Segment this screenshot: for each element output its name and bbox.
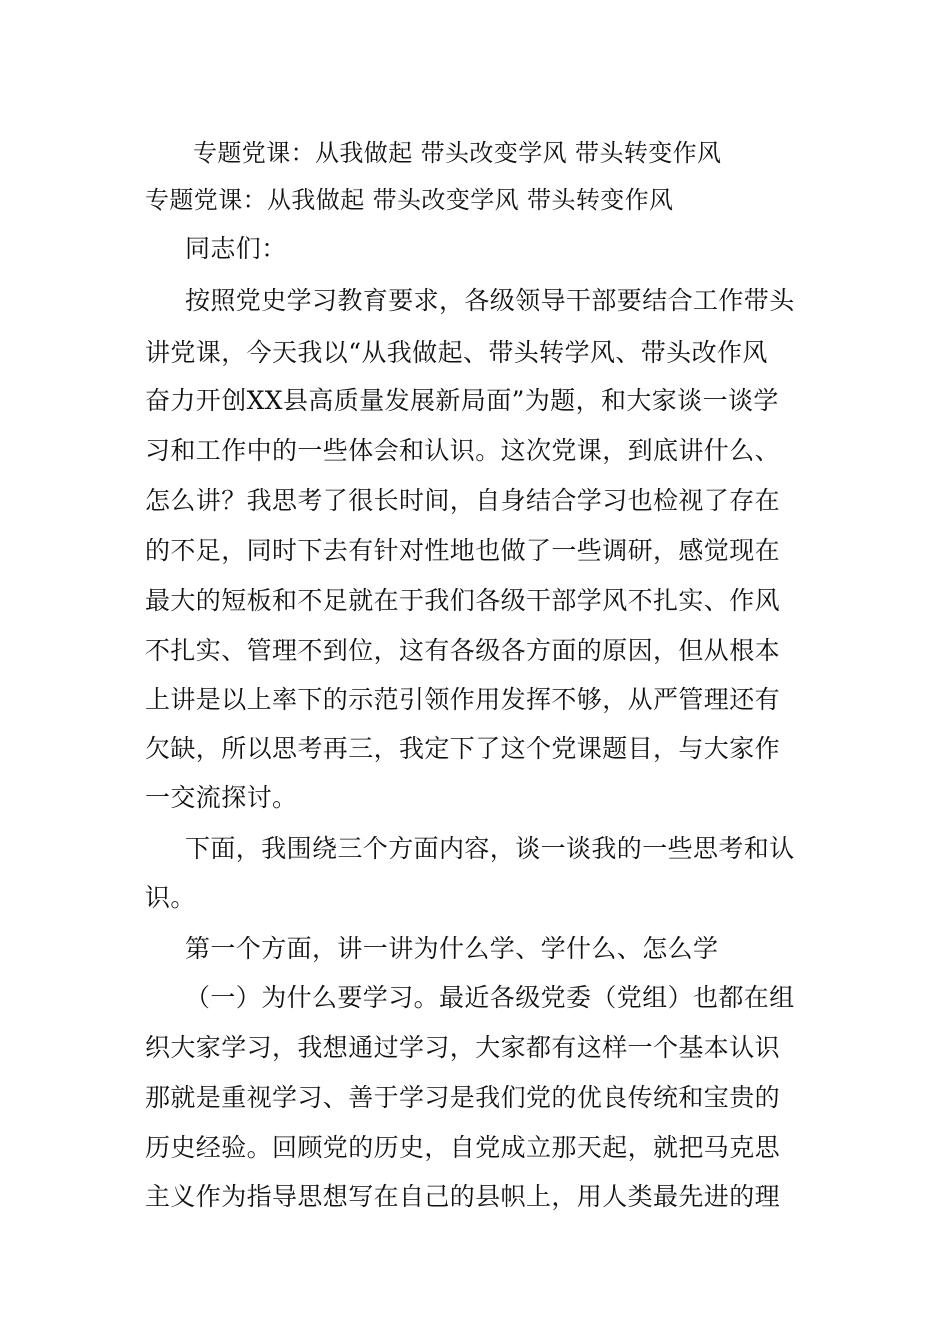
paragraph-line: 欠缺，所以思考再三，我定下了这个党课题目，与大家作 (145, 734, 781, 763)
document-title: 专题党课：从我做起 带头改变学风 带头转变作风 (193, 139, 722, 167)
paragraph-line: 织大家学习，我想通过学习，大家都有这样一个基本认识 (145, 1033, 781, 1062)
section-heading: 第一个方面，讲一讲为什么学、学什么、怎么学 (185, 934, 719, 963)
paragraph-line: 上讲是以上率下的示范引领作用发挥不够，从严管理还有 (145, 685, 781, 714)
paragraph-line: 那就是重视学习、善于学习是我们党的优良传统和宝贵的 (145, 1083, 781, 1112)
salutation: 同志们： (185, 234, 287, 263)
paragraph-line: 讲党课，今天我以“从我做起、带头转学风、带头改作风 (145, 338, 768, 367)
paragraph-line: 最大的短板和不足就在于我们各级干部学风不扎实、作风 (145, 586, 781, 615)
paragraph-line: 怎么讲？我思考了很长时间，自身结合学习也检视了存在 (145, 486, 781, 515)
paragraph-line: 的不足，同时下去有针对性地也做了一些调研，感觉现在 (145, 536, 781, 565)
paragraph-line: 一交流探讨。 (145, 783, 298, 812)
paragraph-line: （一）为什么要学习。最近各级党委（党组）也都在组 (185, 983, 795, 1012)
paragraph-line: 奋力开创XX县高质量发展新局面”为题，和大家谈一谈学 (145, 386, 779, 415)
paragraph-line: 按照党史学习教育要求，各级领导干部要结合工作带头 (185, 286, 795, 315)
paragraph-line: 习和工作中的一些体会和认识。这次党课，到底讲什么、 (145, 436, 781, 465)
document-title-repeat: 专题党课：从我做起 带头改变学风 带头转变作风 (145, 186, 674, 214)
paragraph-line: 不扎实、管理不到位，这有各级各方面的原因，但从根本 (145, 636, 781, 665)
paragraph-line: 历史经验。回顾党的历史，自党成立那天起，就把马克思 (145, 1133, 781, 1162)
paragraph-line: 主义作为指导思想写在自己的县帜上，用人类最先进的理 (145, 1182, 781, 1211)
paragraph-line: 识。 (145, 883, 196, 912)
paragraph-line: 下面，我围绕三个方面内容，谈一谈我的一些思考和认 (185, 834, 795, 863)
